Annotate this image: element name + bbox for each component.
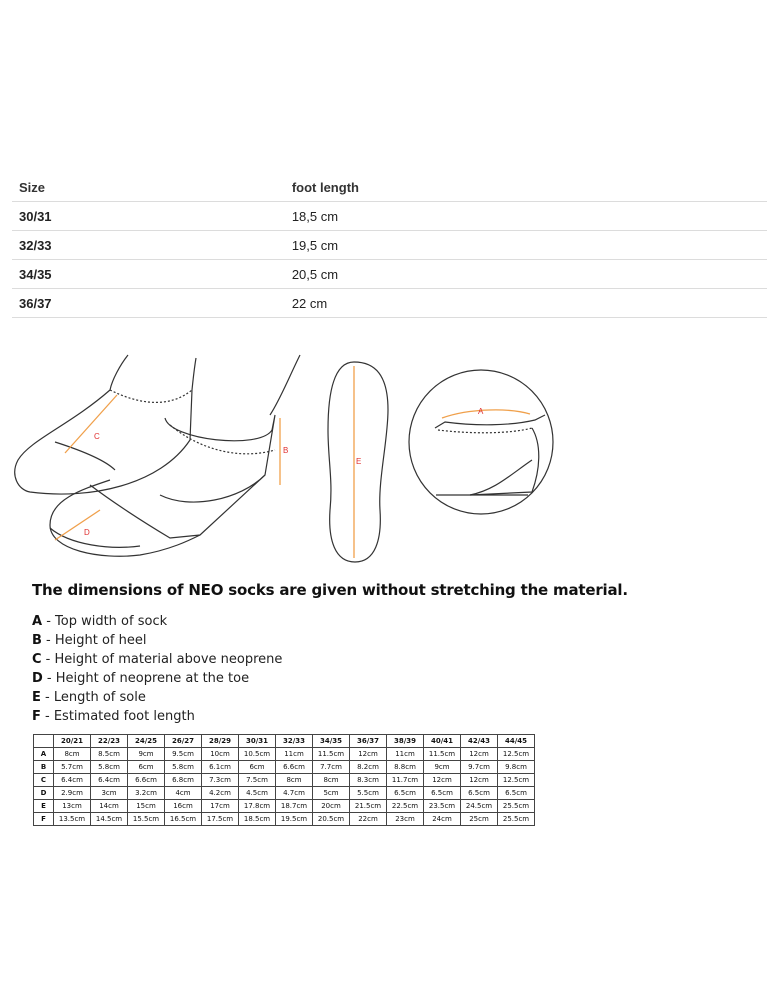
dimension-value-cell: 5cm	[313, 787, 350, 800]
dimension-value-cell: 5.5cm	[350, 787, 387, 800]
dimension-value-cell: 18.5cm	[239, 813, 276, 826]
foot-length-cell: 18,5 cm	[292, 202, 767, 231]
diagram-label-b: B	[283, 446, 289, 455]
dimension-value-cell: 15cm	[128, 800, 165, 813]
legend-item	[32, 612, 282, 631]
dimension-value-cell: 25.5cm	[498, 813, 535, 826]
dimension-value-cell: 2.9cm	[54, 787, 91, 800]
dimension-value-cell: 3cm	[91, 787, 128, 800]
size-column-header: 30/31	[239, 735, 276, 748]
size-table-header	[12, 173, 767, 202]
dimension-value-cell: 6.4cm	[91, 774, 128, 787]
dimension-row-label: D	[34, 787, 54, 800]
dimension-value-cell: 11.5cm	[424, 748, 461, 761]
dimension-row-label: B	[34, 761, 54, 774]
legend-text: - Height of neoprene at the toe	[42, 671, 250, 686]
dimension-row	[34, 761, 535, 774]
dimension-value-cell: 12cm	[461, 774, 498, 787]
dimension-value-cell: 17cm	[202, 800, 239, 813]
dimension-value-cell: 8.5cm	[91, 748, 128, 761]
dimension-value-cell: 4.5cm	[239, 787, 276, 800]
dimension-value-cell: 6.6cm	[276, 761, 313, 774]
sock-measurement-diagram	[10, 350, 560, 572]
size-column-header: 34/35	[313, 735, 350, 748]
diagram-label-c: C	[94, 432, 100, 441]
dimension-value-cell: 14.5cm	[91, 813, 128, 826]
dimension-value-cell: 23cm	[387, 813, 424, 826]
size-column-header: 28/29	[202, 735, 239, 748]
dimension-value-cell: 20cm	[313, 800, 350, 813]
dimension-value-cell: 23.5cm	[424, 800, 461, 813]
dimension-value-cell: 7.5cm	[239, 774, 276, 787]
legend-key: C	[32, 652, 42, 667]
dimension-row	[34, 813, 535, 826]
size-column-header: 32/33	[276, 735, 313, 748]
dimension-value-cell: 11cm	[387, 748, 424, 761]
size-cell: 32/33	[12, 231, 292, 260]
measure-line-a	[442, 410, 530, 418]
size-column-header: 36/37	[350, 735, 387, 748]
dimension-value-cell: 13cm	[54, 800, 91, 813]
dimension-value-cell: 6.8cm	[165, 774, 202, 787]
legend-key: D	[32, 671, 43, 686]
legend-key: E	[32, 690, 41, 705]
legend-key: A	[32, 614, 43, 629]
dimension-value-cell: 4.2cm	[202, 787, 239, 800]
legend-text: - Top width of sock	[42, 614, 168, 629]
foot-length-cell: 19,5 cm	[292, 231, 767, 260]
dimension-value-cell: 6cm	[128, 761, 165, 774]
legend-key: B	[32, 633, 42, 648]
size-cell: Size	[12, 173, 292, 202]
dimension-value-cell: 8.3cm	[350, 774, 387, 787]
dimension-value-cell: 25.5cm	[498, 800, 535, 813]
legend-item	[32, 631, 282, 650]
diagram-label-e: E	[356, 457, 362, 466]
size-column-header: 20/21	[54, 735, 91, 748]
dimension-value-cell: 5.7cm	[54, 761, 91, 774]
legend-text: - Estimated foot length	[40, 709, 195, 724]
dimension-value-cell: 15.5cm	[128, 813, 165, 826]
dimension-value-cell: 6.5cm	[424, 787, 461, 800]
foot-length-cell: 20,5 cm	[292, 260, 767, 289]
dimension-row	[34, 748, 535, 761]
dimension-value-cell: 18.7cm	[276, 800, 313, 813]
dimension-value-cell: 6.6cm	[128, 774, 165, 787]
dimension-value-cell: 22cm	[350, 813, 387, 826]
size-cell: 36/37	[12, 289, 292, 318]
dimension-value-cell: 11.7cm	[387, 774, 424, 787]
dimension-value-cell: 12cm	[350, 748, 387, 761]
measure-line-c	[65, 395, 117, 453]
foot-length-cell: 22 cm	[292, 289, 767, 318]
dimension-value-cell: 8.8cm	[387, 761, 424, 774]
dimension-value-cell: 19.5cm	[276, 813, 313, 826]
size-table-row	[12, 289, 767, 318]
dimension-value-cell: 5.8cm	[165, 761, 202, 774]
dimension-row	[34, 787, 535, 800]
size-table-row	[12, 202, 767, 231]
size-table-row	[12, 231, 767, 260]
diagram-label-a: A	[478, 407, 484, 416]
size-column-header: 38/39	[387, 735, 424, 748]
dimension-row	[34, 800, 535, 813]
foot-length-cell: foot length	[292, 173, 767, 202]
dimension-value-cell: 6.1cm	[202, 761, 239, 774]
size-column-header: 22/23	[91, 735, 128, 748]
socks-side-view	[15, 355, 300, 556]
dimension-value-cell: 6cm	[239, 761, 276, 774]
dimension-value-cell: 22.5cm	[387, 800, 424, 813]
dimension-value-cell: 7.7cm	[313, 761, 350, 774]
dimension-value-cell: 6.5cm	[498, 787, 535, 800]
dimension-row	[34, 774, 535, 787]
legend-key: F	[32, 709, 41, 724]
dimension-value-cell: 11.5cm	[313, 748, 350, 761]
dimension-value-cell: 9cm	[424, 761, 461, 774]
legend-text: - Height of heel	[41, 633, 147, 648]
measure-line-d	[55, 510, 100, 540]
legend-item	[32, 707, 282, 726]
dimension-value-cell: 24cm	[424, 813, 461, 826]
size-column-header: 44/45	[498, 735, 535, 748]
dimension-value-cell: 6.5cm	[461, 787, 498, 800]
dimension-value-cell: 10cm	[202, 748, 239, 761]
legend-text: - Height of material above neoprene	[41, 652, 283, 667]
heel-detail-view	[435, 415, 545, 495]
size-table	[12, 173, 767, 318]
size-column-header: 24/25	[128, 735, 165, 748]
diagram-label-d: D	[84, 528, 90, 537]
dimension-value-cell: 11cm	[276, 748, 313, 761]
size-column-header: 42/43	[461, 735, 498, 748]
dimension-value-cell: 9.5cm	[165, 748, 202, 761]
legend-text: - Length of sole	[40, 690, 146, 705]
dimension-value-cell: 8.2cm	[350, 761, 387, 774]
size-table-row	[12, 260, 767, 289]
dimension-value-cell: 24.5cm	[461, 800, 498, 813]
dimension-value-cell: 12cm	[424, 774, 461, 787]
dimension-value-cell: 7.3cm	[202, 774, 239, 787]
dimension-value-cell: 17.5cm	[202, 813, 239, 826]
table-corner-cell	[34, 735, 54, 748]
dimension-value-cell: 12.5cm	[498, 774, 535, 787]
dimension-value-cell: 10.5cm	[239, 748, 276, 761]
dimension-value-cell: 16cm	[165, 800, 202, 813]
dimension-value-cell: 17.8cm	[239, 800, 276, 813]
dimension-value-cell: 9cm	[128, 748, 165, 761]
dimension-value-cell: 8cm	[54, 748, 91, 761]
dimension-row-label: F	[34, 813, 54, 826]
dimension-value-cell: 8cm	[276, 774, 313, 787]
dimension-value-cell: 4cm	[165, 787, 202, 800]
dimension-value-cell: 25cm	[461, 813, 498, 826]
dimension-value-cell: 12.5cm	[498, 748, 535, 761]
dimension-value-cell: 20.5cm	[313, 813, 350, 826]
dimension-value-cell: 9.7cm	[461, 761, 498, 774]
dimension-value-cell: 6.5cm	[387, 787, 424, 800]
size-column-header: 26/27	[165, 735, 202, 748]
size-cell: 34/35	[12, 260, 292, 289]
dimension-value-cell: 6.4cm	[54, 774, 91, 787]
dimension-row-label: E	[34, 800, 54, 813]
legend-item	[32, 688, 282, 707]
dimension-value-cell: 12cm	[461, 748, 498, 761]
size-cell: 30/31	[12, 202, 292, 231]
dimensions-note: The dimensions of NEO socks are given without stretching the material.	[32, 581, 628, 599]
size-column-header: 40/41	[424, 735, 461, 748]
measurement-legend	[32, 612, 282, 726]
legend-item	[32, 650, 282, 669]
legend-item	[32, 669, 282, 688]
dimension-value-cell: 3.2cm	[128, 787, 165, 800]
dimension-row-label: C	[34, 774, 54, 787]
dimension-value-cell: 13.5cm	[54, 813, 91, 826]
dimension-value-cell: 21.5cm	[350, 800, 387, 813]
dimension-value-cell: 5.8cm	[91, 761, 128, 774]
dimension-value-cell: 4.7cm	[276, 787, 313, 800]
dimension-row-label: A	[34, 748, 54, 761]
dimension-value-cell: 8cm	[313, 774, 350, 787]
dimension-value-cell: 16.5cm	[165, 813, 202, 826]
dimension-table	[33, 734, 535, 826]
dimension-value-cell: 9.8cm	[498, 761, 535, 774]
dimension-value-cell: 14cm	[91, 800, 128, 813]
